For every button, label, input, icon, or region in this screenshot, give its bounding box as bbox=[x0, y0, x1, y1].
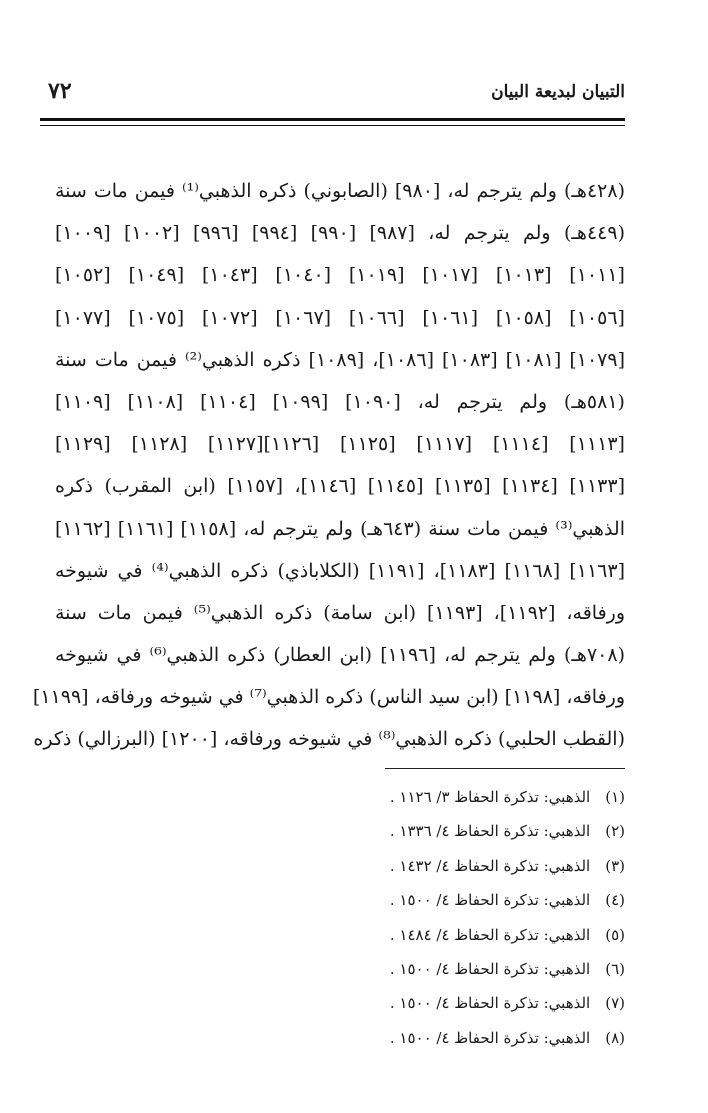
header-rule-thick bbox=[40, 118, 625, 121]
footnote-number: (٤) bbox=[605, 891, 625, 910]
footnote-2 bbox=[300, 814, 625, 848]
footnote-number: (١) bbox=[605, 788, 625, 806]
body-line-2: (٤٤٩هـ) ولم يترجم له، [٩٨٧] [٩٩٠] [٩٩٤] [٩٩٦] [١٠٠٢] [١٠٠٩] bbox=[55, 222, 625, 245]
footnote-5 bbox=[300, 918, 625, 952]
body-line-5: [١٠٧٩] [١٠٨١] [١٠٨٣] [١٠٨٦]، [١٠٨٩] ذكره الذهبي⁽²⁾ فيمن مات سنة bbox=[55, 348, 626, 371]
footnote-text: الذهبي: تذكرة الحفاظ ٤/ ١٥٠٠ . bbox=[389, 959, 591, 978]
footnote-number: (٧) bbox=[605, 994, 625, 1013]
body-line-10: [١١٦٣] [١١٦٨] [١١٨٣]، [١١٩١] (الكلاباذي) ذكره الذهبي⁽⁴⁾ في شيوخه bbox=[55, 559, 625, 582]
body-line-8: [١١٣٣] [١١٣٤] [١١٣٥] [١١٤٥] [١١٤٦]، [١١٥٧] (ابن المقرب) ذكره bbox=[55, 475, 625, 498]
body-line-6: (٥٨١هـ) ولم يترجم له، [١٠٩٠] [١٠٩٩] [١١٠٤] [١١٠٨] [١١٠٩] bbox=[55, 390, 625, 413]
header-rule-thin bbox=[40, 125, 625, 126]
footnote-number: (٣) bbox=[605, 856, 625, 875]
footnote-number: (٦) bbox=[605, 959, 625, 978]
body-line-13: ورفاقه، [١١٩٨] (ابن سيد الناس) ذكره الذهبي⁽⁷⁾ في شيوخه ورفاقه، [١١٩٩] bbox=[32, 686, 625, 709]
footnotes bbox=[300, 780, 625, 1055]
body-line-7: [١١١٣] [١١١٤] [١١١٧] [١١٢٥] [١١٢٦][١١٢٧] [١١٢٨] [١١٢٩] bbox=[55, 433, 625, 456]
footnote-text: الذهبي: تذكرة الحفاظ ٤/ ١٣٣٦ . bbox=[389, 822, 591, 841]
body-line-1: (٤٢٨هـ) ولم يترجم له، [٩٨٠] (الصابوني) ذكره الذهبي⁽¹⁾ فيمن مات سنة bbox=[55, 180, 625, 202]
footnote-7 bbox=[300, 986, 625, 1020]
footnote-6 bbox=[300, 952, 625, 986]
footnote-1 bbox=[300, 780, 625, 814]
footnote-3 bbox=[300, 849, 625, 883]
page-number: ٧٢ bbox=[48, 78, 72, 104]
body-line-11: ورفاقه، [١١٩٢]، [١١٩٣] (ابن سامة) ذكره الذهبي⁽⁵⁾ فيمن مات سنة bbox=[55, 601, 625, 624]
footnote-number: (٥) bbox=[605, 925, 625, 944]
footnote-text: الذهبي: تذكرة الحفاظ ٤/ ١٤٨٤ . bbox=[389, 925, 591, 944]
footnote-text: الذهبي: تذكرة الحفاظ ٤/ ١٥٠٠ . bbox=[389, 1028, 591, 1047]
body-text bbox=[32, 170, 626, 761]
body-line-9: الذهبي⁽³⁾ فيمن مات سنة (٦٤٣هـ) ولم يترجم له، [١١٥٨] [١١٦١] [١١٦٢] bbox=[55, 517, 625, 540]
body-line-3: [١٠١١] [١٠١٣] [١٠١٧] [١٠١٩] [١٠٤٠] [١٠٤٣] [١٠٤٩] [١٠٥٢] bbox=[55, 264, 625, 287]
running-header bbox=[40, 78, 625, 112]
footnote-separator bbox=[385, 768, 625, 769]
footnote-text: الذهبي: تذكرة الحفاظ ٤/ ١٥٠٠ . bbox=[389, 891, 591, 910]
body-line-12: (٧٠٨هـ) ولم يترجم له، [١١٩٦] (ابن العطار) ذكره الذهبي⁽⁶⁾ في شيوخه bbox=[55, 644, 625, 667]
footnote-number: (٨) bbox=[605, 1028, 625, 1047]
footnote-text: الذهبي: تذكرة الحفاظ ٤/ ١٤٣٢ . bbox=[389, 856, 591, 875]
body-line-4: [١٠٥٦] [١٠٥٨] [١٠٦١] [١٠٦٦] [١٠٦٧] [١٠٧٢] [١٠٧٥] [١٠٧٧] bbox=[55, 306, 625, 329]
footnote-number: (٢) bbox=[605, 822, 625, 841]
body-line-14: (القطب الحلبي) ذكره الذهبي⁽⁸⁾ في شيوخه ورفاقه، [١٢٠٠] (البرزالي) ذكره bbox=[33, 728, 625, 751]
footnote-8 bbox=[300, 1021, 625, 1055]
footnote-text: الذهبي: تذكرة الحفاظ ٣/ ١١٢٦ . bbox=[389, 788, 591, 806]
footnote-4 bbox=[300, 883, 625, 917]
book-title: التبيان لبديعة البيان bbox=[491, 82, 625, 102]
footnote-text: الذهبي: تذكرة الحفاظ ٤/ ١٥٠٠ . bbox=[389, 994, 591, 1013]
